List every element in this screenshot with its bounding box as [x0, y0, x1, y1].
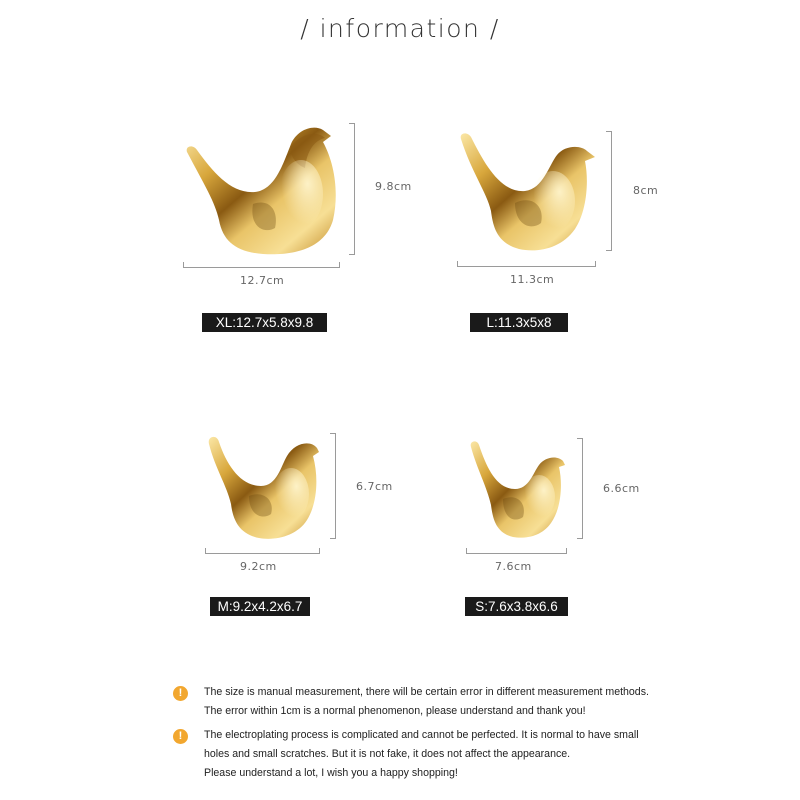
- width-label: 7.6cm: [495, 560, 532, 573]
- height-label: 8cm: [633, 184, 659, 197]
- width-bracket: [205, 548, 320, 554]
- height-label: 9.8cm: [375, 180, 412, 193]
- note-1-line-1: The size is manual measurement, there will be certain error in different measurement methods.: [204, 686, 649, 698]
- width-label: 9.2cm: [240, 560, 277, 573]
- exclamation-icon: !: [173, 686, 188, 701]
- width-label: 11.3cm: [510, 273, 555, 286]
- width-bracket: [457, 261, 596, 267]
- size-badge-l: L:11.3x5x8: [470, 313, 568, 332]
- height-bracket: [330, 433, 336, 539]
- note-2-line-1: The electroplating process is complicated and cannot be perfected. It is normal to have small: [204, 729, 639, 741]
- height-label: 6.6cm: [603, 482, 640, 495]
- height-bracket: [577, 438, 583, 539]
- height-bracket: [606, 131, 612, 251]
- height-bracket: [349, 123, 355, 255]
- exclamation-icon: !: [173, 729, 188, 744]
- bird-figurine-m: [205, 434, 319, 541]
- height-label: 6.7cm: [356, 480, 393, 493]
- page-title: / information /: [300, 14, 500, 43]
- note-2-line-3: Please understand a lot, I wish you a happy shopping!: [204, 767, 458, 779]
- width-label: 12.7cm: [240, 274, 285, 287]
- bird-figurine-l: [457, 131, 595, 253]
- bird-figurine-s: [467, 439, 565, 539]
- bird-figurine-xl: [183, 124, 339, 256]
- note-1-line-2: The error within 1cm is a normal phenomenon, please understand and thank you!: [204, 705, 586, 717]
- width-bracket: [183, 262, 340, 268]
- size-badge-s: S:7.6x3.8x6.6: [465, 597, 568, 616]
- size-badge-m: M:9.2x4.2x6.7: [210, 597, 310, 616]
- note-2-line-2: holes and small scratches. But it is not fake, it does not affect the appearance.: [204, 748, 571, 760]
- width-bracket: [466, 548, 567, 554]
- size-badge-xl: XL:12.7x5.8x9.8: [202, 313, 327, 332]
